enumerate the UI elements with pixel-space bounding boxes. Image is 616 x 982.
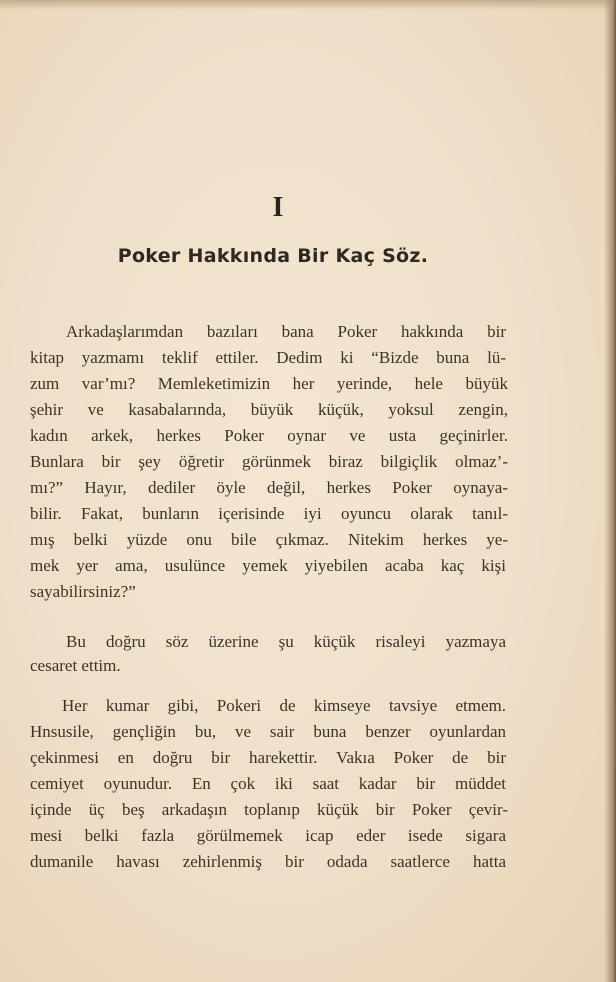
text-line: kitap yazmamı teklif ettiler. Dedim ki “Bizde buna lü- bbox=[30, 348, 506, 367]
text-line: mış belki yüzde onu bile çıkmaz. Nitekim herkes ye- bbox=[30, 530, 508, 549]
text-line: mı?” Hayır, dediler öyle değil, herkes Poker oynaya- bbox=[30, 478, 508, 497]
text-line: bilir. Fakat, bunların içerisinde iyi oyuncu olarak tanıl- bbox=[30, 504, 508, 523]
text-line: kadın arkek, herkes Poker oynar ve usta geçinirler. bbox=[30, 426, 508, 445]
text-line: mesi belki fazla görülmemek icap eder isede sigara bbox=[30, 826, 506, 845]
text-line: cesaret ettim. bbox=[30, 656, 121, 675]
text-line: Her kumar gibi, Pokeri de kimseye tavsiye etmem. bbox=[62, 696, 506, 715]
text-line: içinde üç beş arkadaşın toplanıp küçük bir Poker çevir- bbox=[30, 800, 508, 819]
text-line: Hnsusile, gençliğin bu, ve sair buna benzer oyunlardan bbox=[30, 722, 506, 741]
text-line: zum var’mı? Memleketimizin her yerinde, hele büyük bbox=[30, 374, 508, 393]
text-line: dumanile havası zehirlenmiş bir odada saatlerce hatta bbox=[30, 852, 506, 871]
text-line: çekinmesi en doğru bir harekettir. Vakıa Poker de bir bbox=[30, 748, 506, 767]
page-right-edge bbox=[604, 0, 616, 982]
text-line: Bunlara bir şey öğretir görünmek biraz bilgiçlik olmaz’- bbox=[30, 452, 508, 471]
chapter-number: I bbox=[272, 192, 284, 223]
text-line: Arkadaşlarımdan bazıları bana Poker hakkında bir bbox=[66, 322, 506, 341]
text-line: Bu doğru söz üzerine şu küçük risaleyi yazmaya bbox=[66, 632, 506, 651]
chapter-title: Poker Hakkında Bir Kaç Söz. bbox=[117, 245, 429, 267]
page-top-edge bbox=[0, 0, 616, 10]
text-line: şehir ve kasabalarında, büyük küçük, yoksul zengin, bbox=[30, 400, 508, 419]
text-line: cemiyet oyunudur. En çok iki saat kadar bir müddet bbox=[30, 774, 506, 793]
text-line: sayabilirsiniz?” bbox=[30, 582, 136, 601]
text-line: mek yer ama, usulünce yemek yiyebilen acaba kaç kişi bbox=[30, 556, 506, 575]
